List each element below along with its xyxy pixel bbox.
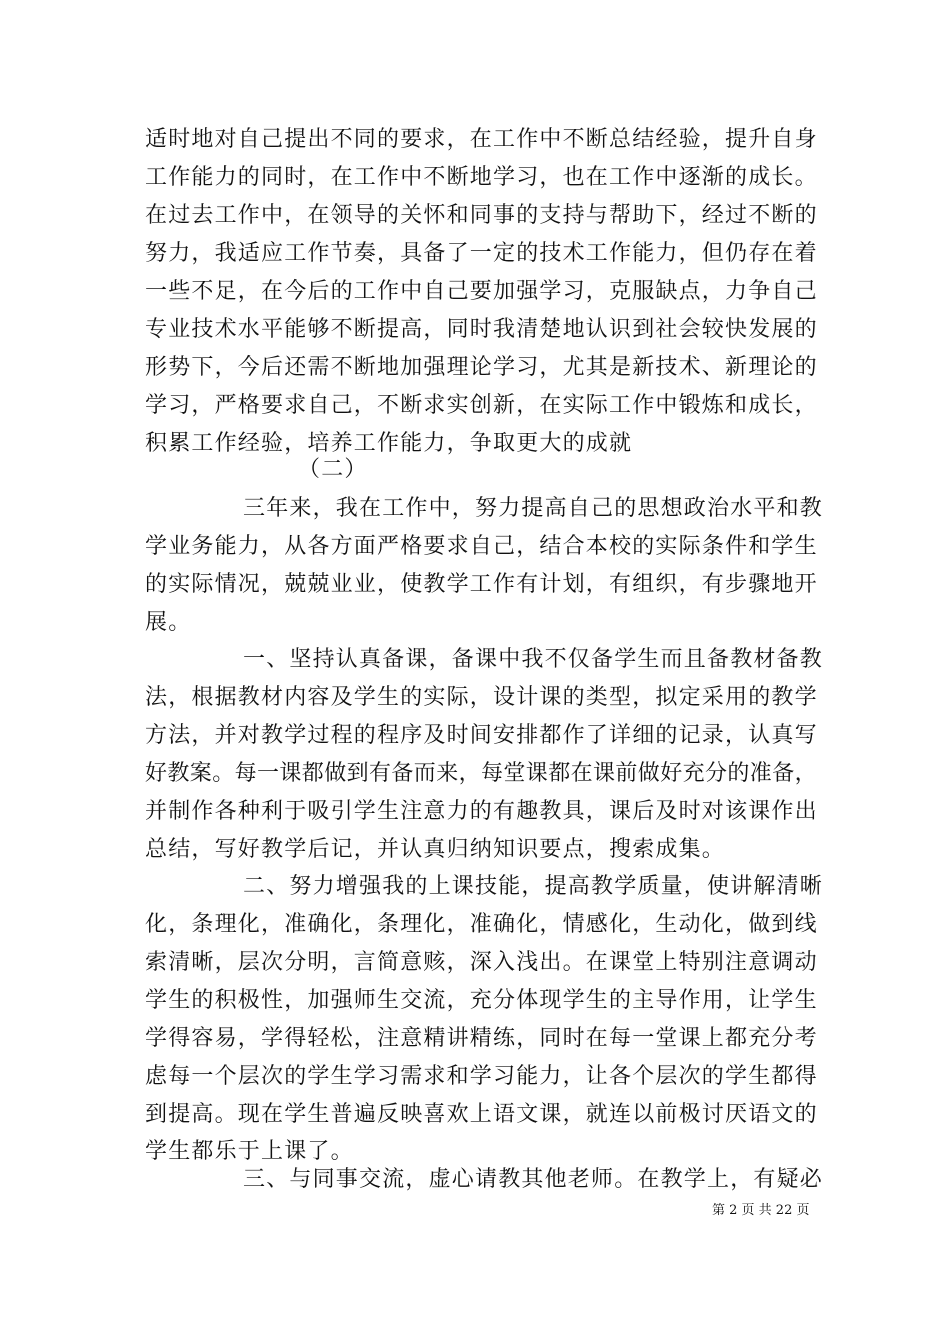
text-line: 好教案。每一课都做到有备而来，每堂课都在课前做好充分的准备， [145,761,818,786]
text-line: 到提高。现在学生普遍反映喜欢上语文课，就连以前极讨厌语文的 [145,1102,818,1127]
text-line: 的实际情况，兢兢业业，使教学工作有计划，有组织，有步骤地开 [145,572,818,597]
text-line: 学业务能力，从各方面严格要求自己，结合本校的实际条件和学生 [145,534,818,559]
paragraph-first-line: 一、坚持认真备课，备课中我不仅备学生而且备教材备教 [243,647,824,672]
paragraph-first-line: 三、与同事交流，虚心请教其他老师。在教学上，有疑必 [243,1167,824,1192]
text-line: 专业技术水平能够不断提高，同时我清楚地认识到社会较快发展的 [145,317,818,342]
text-line: 学习，严格要求自己，不断求实创新，在实际工作中锻炼和成长， [145,393,818,418]
text-line: 学得容易，学得轻松，注意精讲精练，同时在每一堂课上都充分考 [145,1026,818,1051]
text-line: 形势下，今后还需不断地加强理论学习，尤其是新技术、新理论的 [145,355,818,380]
text-line: 努力，我适应工作节奏，具备了一定的技术工作能力，但仍存在着 [145,241,818,266]
page-footer: 第 2 页 共 22 页 [712,1203,810,1218]
text-line: 学生都乐于上课了。 [145,1139,354,1164]
text-line: 学生的积极性，加强师生交流，充分体现学生的主导作用，让学生 [145,988,818,1013]
text-line: 适时地对自己提出不同的要求，在工作中不断总结经验，提升自身 [145,127,818,152]
text-line: 方法，并对教学过程的程序及时间安排都作了详细的记录，认真写 [145,723,818,748]
section-heading: （二） [298,457,368,482]
text-line: 并制作各种利于吸引学生注意力的有趣教具，课后及时对该课作出 [145,799,818,824]
text-line: 法，根据教材内容及学生的实际，设计课的类型，拟定采用的教学 [145,685,818,710]
paragraph-first-line: 三年来，我在工作中，努力提高自己的思想政治水平和教 [243,496,824,521]
text-line: 化，条理化，准确化，条理化，准确化，情感化，生动化，做到线 [145,912,818,937]
text-line: 总结，写好教学后记，并认真归纳知识要点，搜索成集。 [145,837,726,862]
paragraph-first-line: 二、努力增强我的上课技能，提高教学质量，使讲解清晰 [243,874,824,899]
text-line: 索清晰，层次分明，言简意赅，深入浅出。在课堂上特别注意调动 [145,950,818,975]
text-line: 工作能力的同时，在工作中不断地学习，也在工作中逐渐的成长。 [145,165,818,190]
text-line: 在过去工作中，在领导的关怀和同事的支持与帮助下，经过不断的 [145,203,818,228]
text-line: 一些不足，在今后的工作中自己要加强学习，克服缺点，力争自己 [145,279,818,304]
text-line: 展。 [145,610,192,635]
text-line: 虑每一个层次的学生学习需求和学习能力，让各个层次的学生都得 [145,1064,818,1089]
text-line: 积累工作经验，培养工作能力，争取更大的成就 [145,431,633,456]
